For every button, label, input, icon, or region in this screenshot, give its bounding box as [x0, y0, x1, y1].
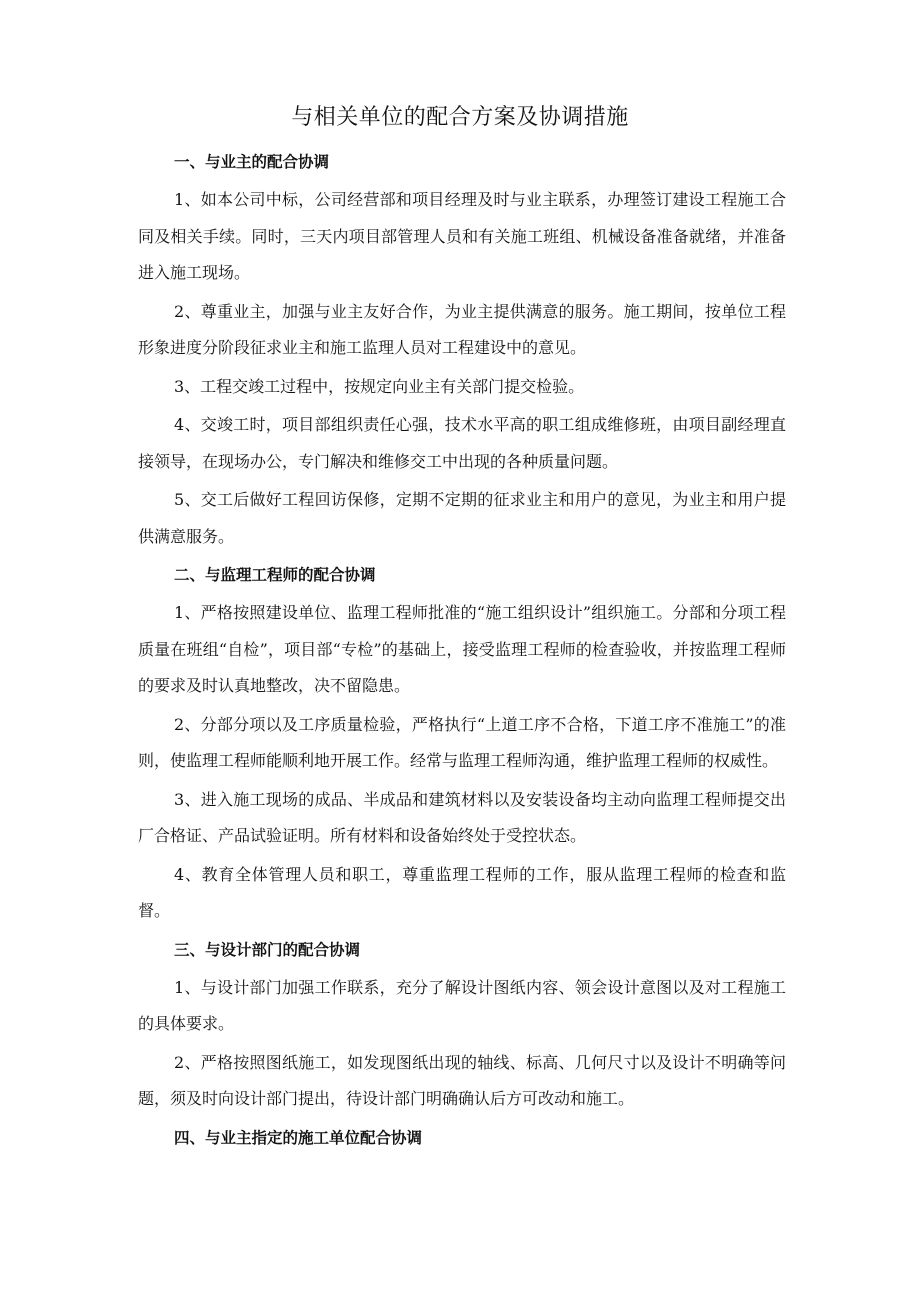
paragraph: 2、尊重业主，加强与业主友好合作，为业主提供满意的服务。施工期间，按单位工程形象进度分阶段征求业主和施工监理人员对工程建设中的意见。	[138, 301, 786, 357]
paragraph: 3、工程交竣工过程中，按规定向业主有关部门提交检验。	[174, 376, 585, 396]
document-body	[138, 144, 786, 1158]
section-supervisor-coordination	[138, 557, 786, 930]
paragraph: 3、进入施工现场的成品、半成品和建筑材料以及安装设备均主动向监理工程师提交出厂合格证、产品试验证明。所有材料和设备始终处于受控状态。	[138, 789, 786, 845]
paragraph: 4、交竣工时，项目部组织责任心强，技术水平高的职工组成维修班，由项目副经理直接领导，在现场办公，专门解决和维修交工中出现的各种质量问题。	[138, 415, 786, 471]
paragraph: 2、严格按照图纸施工，如发现图纸出现的轴线、标高、几何尺寸以及设计不明确等问题，须及时向设计部门提出，待设计部门明确确认后方可改动和施工。	[138, 1052, 786, 1108]
paragraph: 1、与设计部门加强工作联系，充分了解设计图纸内容、领会设计意图以及对工程施工的具体要求。	[138, 977, 786, 1033]
paragraph: 4、教育全体管理人员和职工，尊重监理工程师的工作，服从监理工程师的检查和监督。	[138, 864, 786, 920]
section-contractor-coordination	[138, 1120, 786, 1156]
section-heading: 二、与监理工程师的配合协调	[174, 566, 376, 584]
section-owner-coordination	[138, 144, 786, 555]
paragraph: 1、如本公司中标，公司经营部和项目经理及时与业主联系，办理签订建设工程施工合同及相关手续。同时，三天内项目部管理人员和有关施工班组、机械设备准备就绪，并准备进入施工现场。	[138, 190, 786, 282]
section-heading: 四、与业主指定的施工单位配合协调	[174, 1128, 423, 1147]
document-title: 与相关单位的配合方案及协调措施	[291, 105, 629, 130]
paragraph: 5、交工后做好工程回访保修，定期不定期的征求业主和用户的意见，为业主和用户提供满意服务。	[138, 490, 786, 546]
paragraph: 2、分部分项以及工序质量检验，严格执行“上道工序不合格，下道工序不准施工”的准则，使监理工程师能顺利地开展工作。经常与监理工程师沟通，维护监理工程师的权威性。	[138, 714, 786, 770]
section-heading: 一、与业主的配合协调	[174, 153, 330, 171]
section-design-coordination	[138, 932, 786, 1118]
paragraph: 1、严格按照建设单位、监理工程师批准的“施工组织设计”组织施工。分部和分项工程质量在班组“自检”，项目部“专检”的基础上，接受监理工程师的检查验收，并按监理工程师的要求及时认真地整改，决不留隐患。	[138, 603, 786, 695]
section-heading: 三、与设计部门的配合协调	[174, 940, 361, 959]
